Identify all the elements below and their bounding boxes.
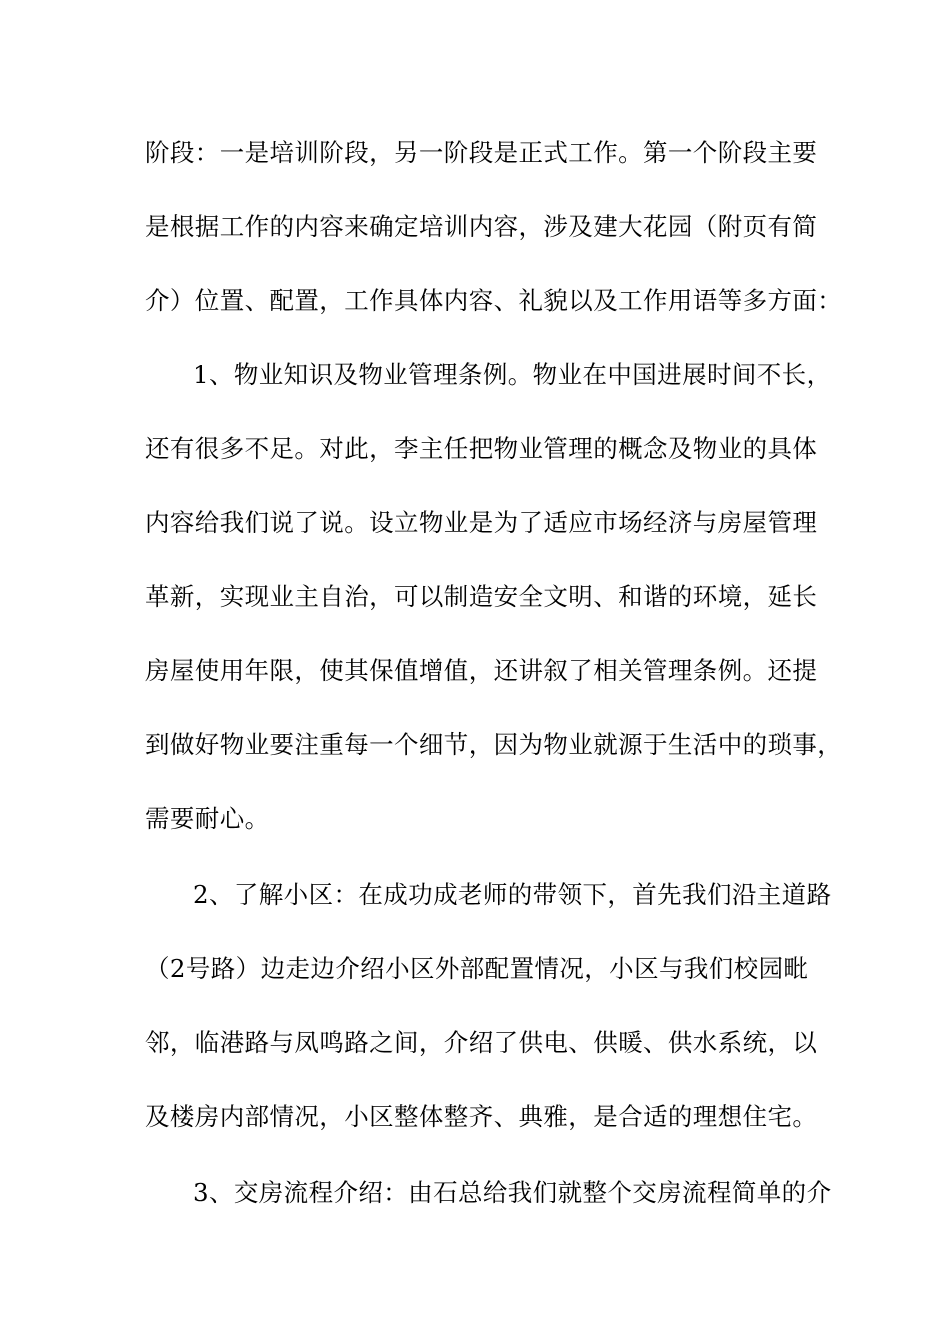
paragraph-line: 介）位置、配置，工作具体内容、礼貌以及工作用语等多方面： bbox=[145, 286, 843, 315]
paragraph-line: 是根据工作的内容来确定培训内容，涉及建大花园（附页有简 bbox=[145, 212, 818, 241]
paragraph-line: 内容给我们说了说。设立物业是为了适应市场经济与房屋管理 bbox=[145, 508, 818, 537]
paragraph-line: 革新，实现业主自治，可以制造安全文明、和谐的环境，延长 bbox=[145, 582, 818, 611]
paragraph-line: （2号路）边走边介绍小区外部配置情况，小区与我们校园毗 bbox=[145, 954, 809, 983]
paragraph-line: 需要耐心。 bbox=[145, 804, 270, 833]
paragraph-line: 邻，临港路与凤鸣路之间，介绍了供电、供暖、供水系统，以 bbox=[145, 1028, 818, 1057]
paragraph-line: 房屋使用年限，使其保值增值，还讲叙了相关管理条例。还提 bbox=[145, 656, 818, 685]
list-item-1-line: 1、物业知识及物业管理条例。物业在中国进展时间不长， bbox=[193, 360, 832, 389]
paragraph-line: 及楼房内部情况，小区整体整齐、典雅，是合适的理想住宅。 bbox=[145, 1102, 818, 1131]
list-item-2-line: 2、了解小区：在成功成老师的带领下，首先我们沿主道路 bbox=[193, 880, 832, 909]
list-item-3-line: 3、交房流程介绍：由石总给我们就整个交房流程简单的介 bbox=[193, 1178, 832, 1207]
paragraph-line: 到做好物业要注重每一个细节，因为物业就源于生活中的琐事， bbox=[145, 730, 843, 759]
paragraph-line: 还有很多不足。对此，李主任把物业管理的概念及物业的具体 bbox=[145, 434, 818, 463]
paragraph-line: 阶段：一是培训阶段，另一阶段是正式工作。第一个阶段主要 bbox=[145, 138, 818, 167]
